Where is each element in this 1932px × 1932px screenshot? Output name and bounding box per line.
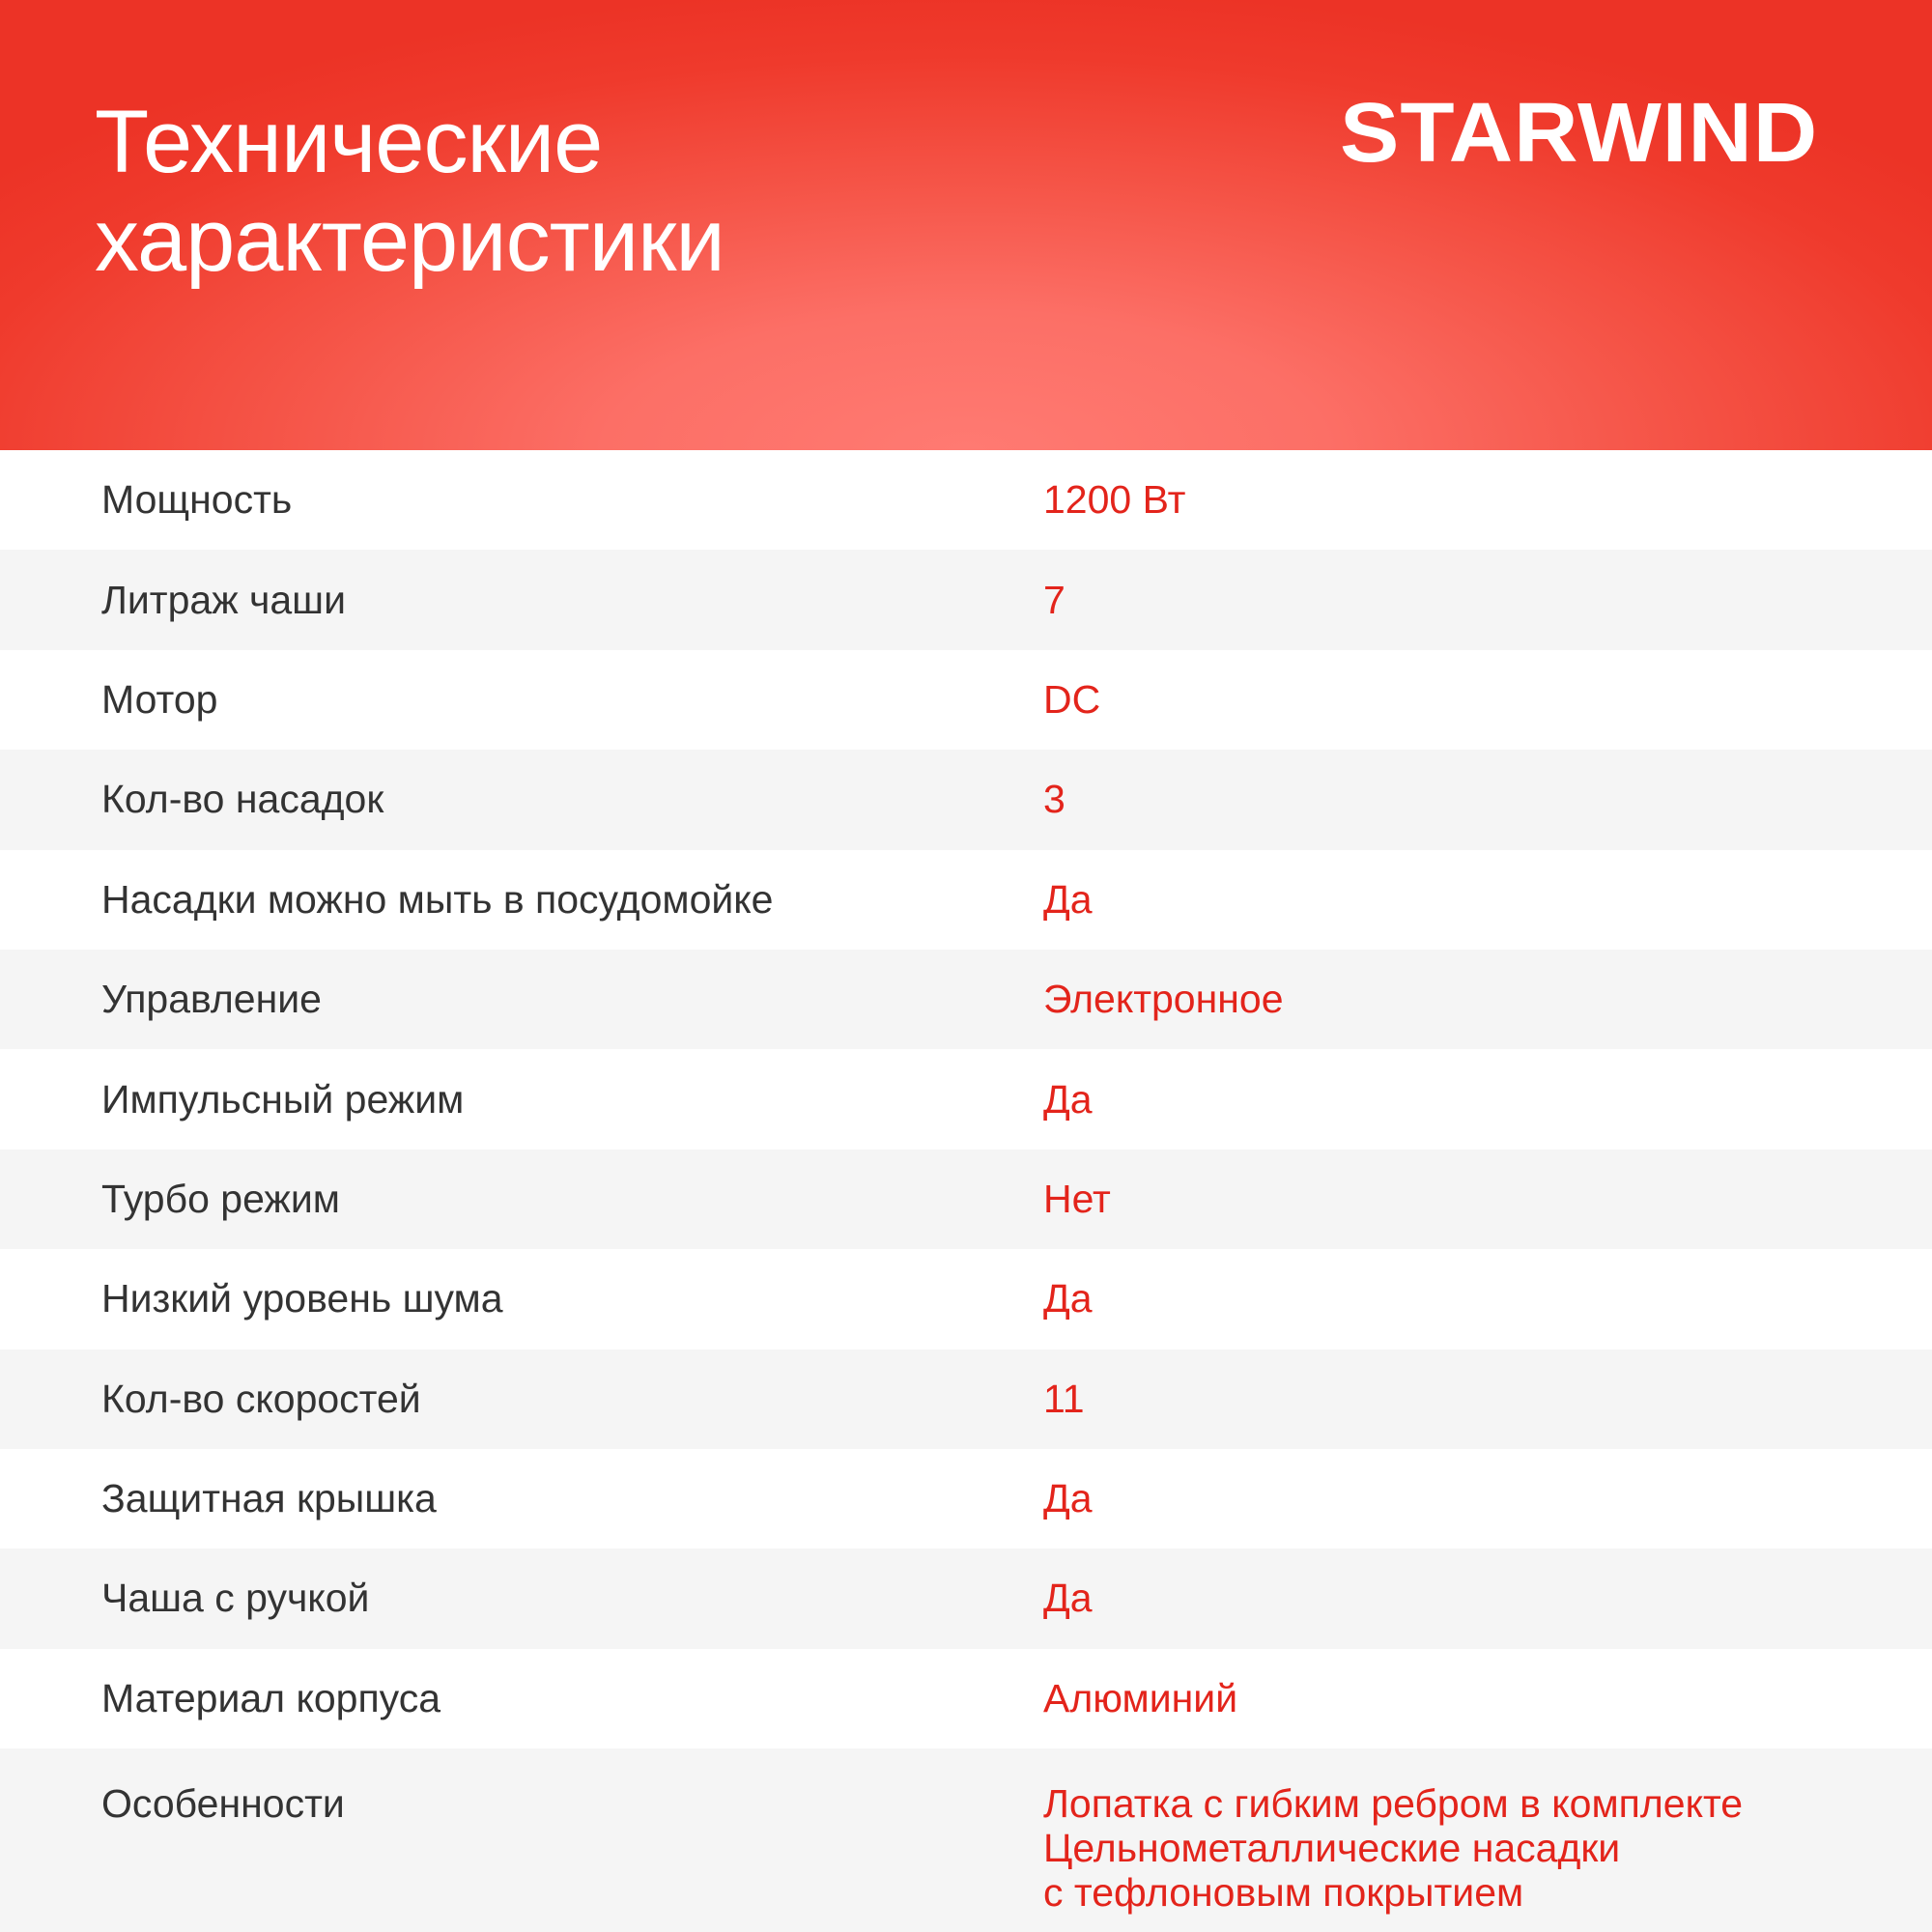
header-banner (0, 0, 1932, 450)
spec-label: Кол-во скоростей (101, 1376, 421, 1421)
spec-row (0, 650, 1932, 750)
spec-value-line: Цельнометаллические насадки (1043, 1826, 1621, 1871)
spec-row (0, 950, 1932, 1049)
spec-row (0, 1649, 1932, 1748)
page-title-line-1: Технические (95, 93, 603, 191)
spec-label: Защитная крышка (101, 1476, 437, 1521)
spec-row (0, 1449, 1932, 1548)
spec-label: Мотор (101, 676, 218, 722)
spec-row (0, 850, 1932, 950)
spec-label: Низкий уровень шума (101, 1276, 503, 1321)
spec-label: Насадки можно мыть в посудомойке (101, 876, 774, 922)
spec-label: Материал корпуса (101, 1675, 441, 1720)
spec-label: Особенности (101, 1781, 345, 1827)
spec-value: Да (1043, 876, 1093, 922)
spec-value-multiline (1043, 1781, 1743, 1915)
spec-label: Управление (101, 977, 322, 1022)
spec-row (0, 1748, 1932, 1932)
spec-value: Электронное (1043, 977, 1284, 1022)
spec-row (0, 1249, 1932, 1349)
spec-label: Кол-во насадок (101, 777, 384, 822)
spec-value: Да (1043, 1076, 1093, 1122)
spec-value: Да (1043, 1576, 1093, 1621)
spec-value: 1200 Вт (1043, 477, 1186, 523)
spec-value: Да (1043, 1476, 1093, 1521)
spec-value: Да (1043, 1276, 1093, 1321)
spec-label: Мощность (101, 477, 293, 523)
spec-label: Литраж чаши (101, 577, 346, 622)
spec-row (0, 750, 1932, 849)
spec-row (0, 1548, 1932, 1648)
page-title (95, 93, 724, 290)
spec-value: 11 (1043, 1376, 1085, 1421)
spec-value: Нет (1043, 1176, 1111, 1221)
spec-value: DC (1043, 676, 1101, 722)
spec-label: Импульсный режим (101, 1076, 465, 1122)
brand-logo: STARWIND (1340, 86, 1819, 180)
spec-label: Чаша с ручкой (101, 1576, 370, 1621)
spec-row (0, 1049, 1932, 1149)
spec-row (0, 1150, 1932, 1249)
spec-row (0, 1350, 1932, 1449)
spec-row (0, 450, 1932, 550)
spec-row (0, 550, 1932, 649)
spec-value: 7 (1043, 577, 1065, 622)
page-title-line-2: характеристики (95, 191, 724, 290)
spec-value: 3 (1043, 777, 1065, 822)
spec-value-line: с тефлоновым покрытием (1043, 1870, 1524, 1916)
specs-table (0, 450, 1932, 1932)
spec-value-line: Лопатка с гибким ребром в комплекте (1043, 1781, 1744, 1827)
spec-value: Алюминий (1043, 1675, 1238, 1720)
spec-label: Турбо режим (101, 1176, 340, 1221)
